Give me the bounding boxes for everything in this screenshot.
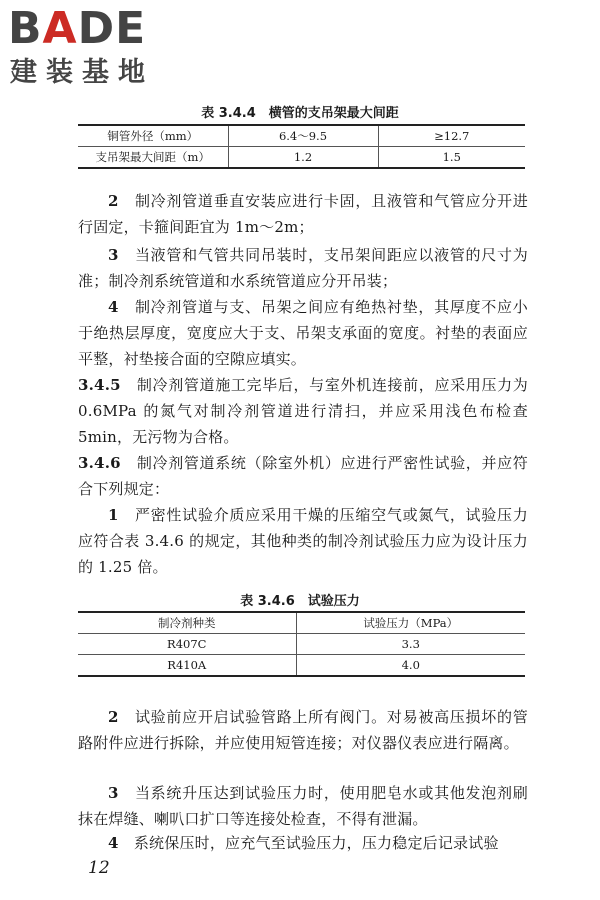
table-row <box>78 147 525 169</box>
clause-text: 制冷剂管道与支、吊架之间应有绝热衬垫，其厚度不应小于绝热层厚度，宽度应大于支、吊架支承面的宽度。衬垫的表面应平整，衬垫接合面的空隙应填实。 <box>78 298 528 368</box>
clause-number: 2 <box>108 192 119 210</box>
table-header-cell: 制冷剂种类 <box>78 612 296 634</box>
logo-subtitle: 建装基地 <box>10 57 154 88</box>
clause-3-4-6-3 <box>78 780 528 832</box>
clause-number: 3.4.5 <box>78 376 121 394</box>
clause-number: 3.4.6 <box>78 454 121 472</box>
clause-3-4-5 <box>78 372 528 450</box>
table-header-cell: 试验压力（MPa） <box>296 612 525 634</box>
clause-text: 制冷剂管道施工完毕后，与室外机连接前，应采用压力为 0.6MPa 的氮气对制冷剂管道进行清扫，并应采用浅色布检查 5min，无污物为合格。 <box>78 376 528 446</box>
bade-logo <box>8 3 178 96</box>
clause-text: 当液管和气管共同吊装时，支吊架间距应以液管的尺寸为准；制冷剂系统管道和水系统管道应分开吊装； <box>78 246 528 290</box>
table-3-4-6-caption: 表 3.4.6 试验压力 <box>240 594 360 609</box>
table-cell: 6.4～9.5 <box>228 125 378 147</box>
clause-3 <box>78 242 528 294</box>
clause-text: 严密性试验介质应采用干燥的压缩空气或氮气，试验压力应符合表 3.4.6 的规定，其他种类的制冷剂试验压力应为设计压力的 1.25 倍。 <box>78 506 528 576</box>
clause-text: 制冷剂管道垂直安装应进行卡固，且液管和气管应分开进行固定，卡箍间距宜为 1m～2m； <box>78 192 528 236</box>
table-row <box>78 655 525 677</box>
table-row <box>78 125 525 147</box>
clause-number: 4 <box>108 298 119 316</box>
clause-text: 试验前应开启试验管路上所有阀门。对易被高压损坏的管路附件应进行拆除，并应使用短管连接；对仪器仪表应进行隔离。 <box>78 708 528 752</box>
table-cell: R407C <box>78 634 296 655</box>
clause-number: 3 <box>108 784 119 802</box>
table-cell: 3.3 <box>296 634 525 655</box>
table-cell: 4.0 <box>296 655 525 677</box>
table-cell: 支吊架最大间距（m） <box>78 147 228 169</box>
table-cell: ≥12.7 <box>378 125 525 147</box>
logo-letter-a: A <box>42 3 78 54</box>
table-row <box>78 634 525 655</box>
table-cell: R410A <box>78 655 296 677</box>
clause-3-4-6 <box>78 450 528 502</box>
table-3-4-6 <box>78 611 525 677</box>
clause-2 <box>78 188 528 240</box>
clause-3-4-6-4 <box>78 830 528 856</box>
clause-4 <box>78 294 528 372</box>
clause-number: 1 <box>108 506 119 524</box>
table-cell: 铜管外径（mm） <box>78 125 228 147</box>
page-number: 12 <box>88 858 110 878</box>
clause-text: 当系统升压达到试验压力时，使用肥皂水或其他发泡剂刷抹在焊缝、喇叭口扩口等连接处检查，不得有泄漏。 <box>78 784 528 828</box>
table-3-4-4-caption: 表 3.4.4 横管的支吊架最大间距 <box>201 106 399 121</box>
logo-letter-b: B <box>8 3 43 54</box>
clause-3-4-6-1 <box>78 502 528 580</box>
clause-number: 3 <box>108 246 119 264</box>
logo-letters-de: DE <box>77 3 147 54</box>
clause-number: 2 <box>108 708 119 726</box>
table-3-4-4 <box>78 124 525 169</box>
clause-text: 制冷剂管道系统（除室外机）应进行严密性试验，并应符合下列规定： <box>78 454 528 498</box>
logo-wordmark <box>8 3 178 54</box>
clause-3-4-6-2 <box>78 704 528 756</box>
table-cell: 1.2 <box>228 147 378 169</box>
clause-number: 4 <box>108 834 119 852</box>
clause-text: 系统保压时，应充气至试验压力，压力稳定后记录试验 <box>133 834 499 852</box>
table-header-row <box>78 612 525 634</box>
table-cell: 1.5 <box>378 147 525 169</box>
